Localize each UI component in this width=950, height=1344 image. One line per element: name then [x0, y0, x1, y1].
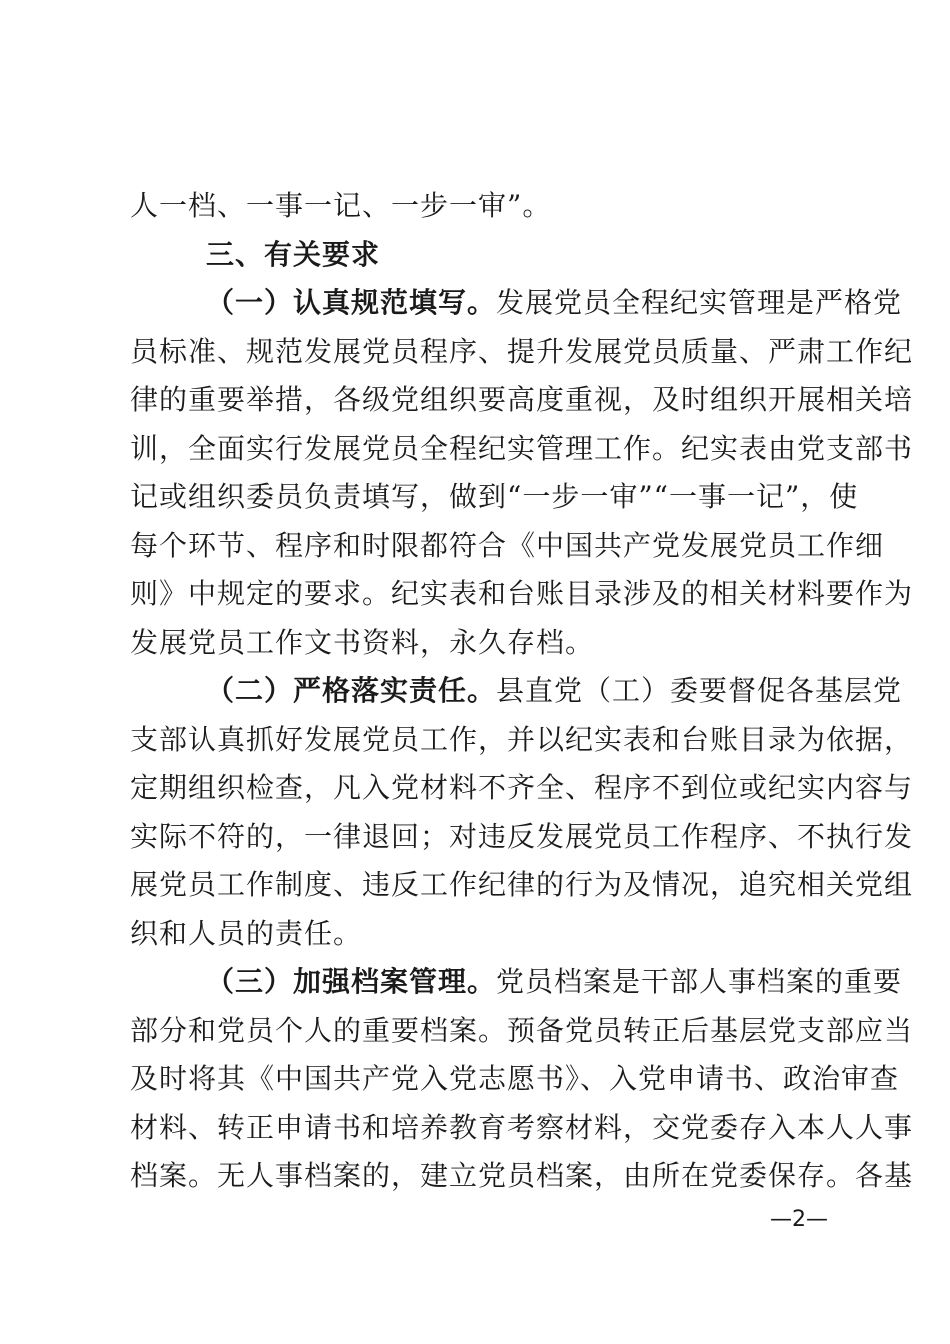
text-line	[130, 425, 914, 474]
line-text: 织和人员的责任。	[130, 916, 363, 950]
text-line	[130, 958, 903, 1007]
text-line	[130, 667, 903, 716]
text-line	[130, 328, 914, 377]
line-text: 人一档、一事一记、一步一审”。	[130, 189, 552, 222]
page-number: —2—	[770, 1207, 828, 1232]
line-text: 档案。无人事档案的，建立党员档案，由所在党委保存。各基	[130, 1159, 914, 1192]
text-line	[130, 1152, 914, 1201]
text-line	[130, 861, 914, 910]
line-text: 实际不符的，一律退回；对违反发展党员工作程序、不执行发	[130, 819, 914, 853]
text-line	[130, 182, 830, 231]
section-heading	[130, 231, 830, 280]
line-text: 县直党（工）委要督促各基层党	[496, 674, 903, 707]
subsection-title: （一）认真规范填写。	[206, 286, 497, 319]
text-line	[130, 619, 830, 668]
text-line	[130, 279, 903, 328]
text-line	[130, 764, 914, 813]
line-text: 发展党员工作文书资料，永久存档。	[130, 625, 595, 659]
text-line	[130, 1007, 914, 1056]
text-line	[130, 473, 859, 522]
line-text: 展党员工作制度、违反工作纪律的行为及情况，追究相关党组	[130, 868, 914, 901]
text-line	[130, 1055, 900, 1104]
text-line	[130, 376, 914, 425]
text-line	[130, 570, 914, 619]
text-line	[130, 813, 914, 862]
text-line	[130, 522, 885, 571]
line-text: 每个环节、程序和时限都符合《中国共产党发展党员工作细	[130, 528, 885, 562]
document-body	[130, 182, 914, 1201]
line-text: 支部认真抓好发展党员工作，并以纪实表和台账目录为依据，	[130, 722, 914, 756]
subsection-title: （二）严格落实责任。	[206, 674, 497, 707]
line-text: 员标准、规范发展党员程序、提升发展党员质量、严肃工作纪	[130, 334, 914, 368]
line-text: 发展党员全程纪实管理是严格党	[496, 286, 903, 319]
line-text: 则》中规定的要求。纪实表和台账目录涉及的相关材料要作为	[130, 577, 914, 610]
line-text: 及时将其《中国共产党入党志愿书》、入党申请书、政治审查	[130, 1062, 900, 1095]
text-line	[130, 910, 830, 959]
subsection-title: （三）加强档案管理。	[206, 965, 497, 998]
line-text: 记或组织委员负责填写，做到“一步一审”“一事一记”，使	[130, 480, 859, 513]
text-line	[130, 1104, 914, 1153]
line-text: 三、有关要求	[206, 237, 381, 271]
line-text: 训，全面实行发展党员全程纪实管理工作。纪实表由党支部书	[130, 431, 914, 465]
line-text: 材料、转正申请书和培养教育考察材料，交党委存入本人人事	[130, 1110, 914, 1144]
line-text: 部分和党员个人的重要档案。预备党员转正后基层党支部应当	[130, 1013, 914, 1047]
line-text: 定期组织检查，凡入党材料不齐全、程序不到位或纪实内容与	[130, 771, 914, 804]
line-text: 律的重要举措，各级党组织要高度重视，及时组织开展相关培	[130, 383, 914, 416]
text-line	[130, 716, 914, 765]
line-text: 党员档案是干部人事档案的重要	[496, 965, 903, 998]
